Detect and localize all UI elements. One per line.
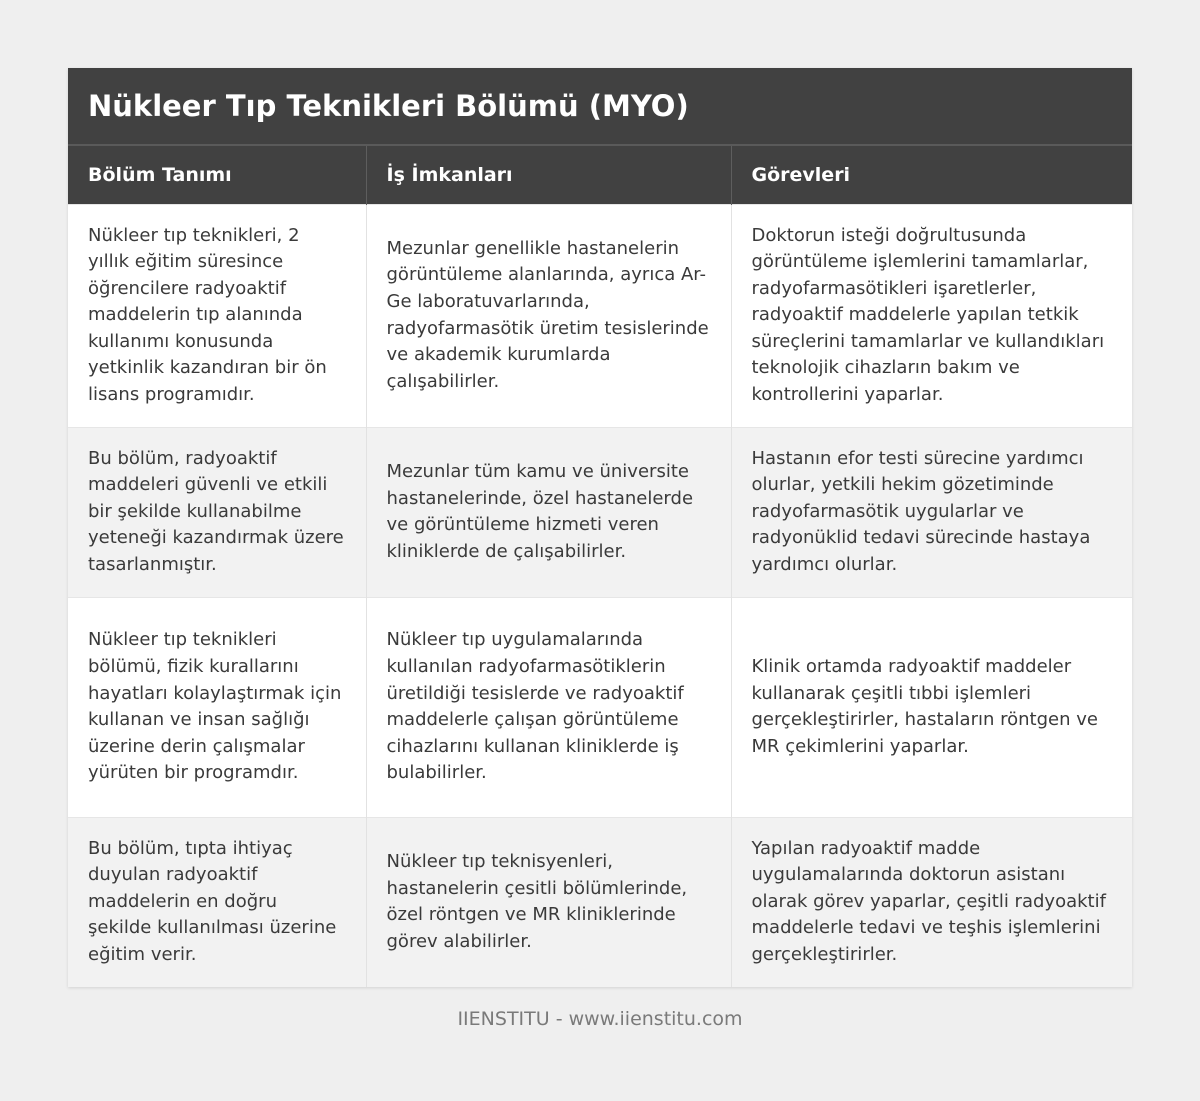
column-header-job-opportunities: İş İmkanları xyxy=(366,145,731,204)
info-table xyxy=(68,144,1132,987)
table-row xyxy=(68,817,1132,986)
table-cell: Klinik ortamda radyoaktif maddeler kullanarak çeşitli tıbbi işlemleri gerçekleştirirler, hastaların röntgen ve MR çekimlerini yaparlar. xyxy=(731,597,1132,817)
table-cell: Mezunlar genellikle hastanelerin görüntüleme alanlarında, ayrıca Ar-Ge laboratuvarlarında, radyofarmasötik üretim tesislerinde ve akademik kurumlarda çalışabilirler. xyxy=(366,204,731,427)
column-header-duties: Görevleri xyxy=(731,145,1132,204)
table-cell: Hastanın efor testi sürecine yardımcı olurlar, yetkili hekim gözetiminde radyofarmasötik uygularlar ve radyonüklid tedavi sürecinde hastaya yardımcı olurlar. xyxy=(731,427,1132,597)
table-cell: Bu bölüm, radyoaktif maddeleri güvenli ve etkili bir şekilde kullanabilme yeteneği kazandırmak üzere tasarlanmıştır. xyxy=(68,427,366,597)
table-cell: Nükleer tıp teknisyenleri, hastanelerin çesitli bölümlerinde, özel röntgen ve MR kliniklerinde görev alabilirler. xyxy=(366,817,731,986)
page-title: Nükleer Tıp Teknikleri Bölümü (MYO) xyxy=(88,89,689,123)
title-bar xyxy=(68,68,1132,144)
table-row xyxy=(68,427,1132,597)
info-card xyxy=(68,68,1132,987)
table-cell: Doktorun isteği doğrultusunda görüntüleme işlemlerini tamamlarlar, radyofarmasötikleri işaretlerler, radyoaktif maddelerle yapılan tetkik süreçlerini tamamlarlar ve kullandıkları teknolojik cihazların bakım ve kontrollerini yaparlar. xyxy=(731,204,1132,427)
table-cell: Nükleer tıp teknikleri bölümü, fizik kurallarını hayatları kolaylaştırmak için kullanan ve insan sağlığı üzerine derin çalışmalar yürüten bir programdır. xyxy=(68,597,366,817)
table-row xyxy=(68,597,1132,817)
table-cell: Nükleer tıp teknikleri, 2 yıllık eğitim süresince öğrencilere radyoaktif maddelerin tıp alanında kullanımı konusunda yetkinlik kazandıran bir ön lisans programıdır. xyxy=(68,204,366,427)
table-cell: Nükleer tıp uygulamalarında kullanılan radyofarmasötiklerin üretildiği tesislerde ve radyoaktif maddelerle çalışan görüntüleme cihazlarını kullanan kliniklerde iş bulabilirler. xyxy=(366,597,731,817)
table-cell: Yapılan radyoaktif madde uygulamalarında doktorun asistanı olarak görev yaparlar, çeşitli radyoaktif maddelerle tedavi ve teşhis işlemlerini gerçekleştirirler. xyxy=(731,817,1132,986)
column-header-description: Bölüm Tanımı xyxy=(68,145,366,204)
table-cell: Bu bölüm, tıpta ihtiyaç duyulan radyoaktif maddelerin en doğru şekilde kullanılması üzerine eğitim verir. xyxy=(68,817,366,986)
table-cell: Mezunlar tüm kamu ve üniversite hastanelerinde, özel hastanelerde ve görüntüleme hizmeti veren kliniklerde de çalışabilirler. xyxy=(366,427,731,597)
header-row xyxy=(68,145,1132,204)
footer-credit: IIENSTITU - www.iienstitu.com xyxy=(457,1008,743,1030)
table-row xyxy=(68,204,1132,427)
